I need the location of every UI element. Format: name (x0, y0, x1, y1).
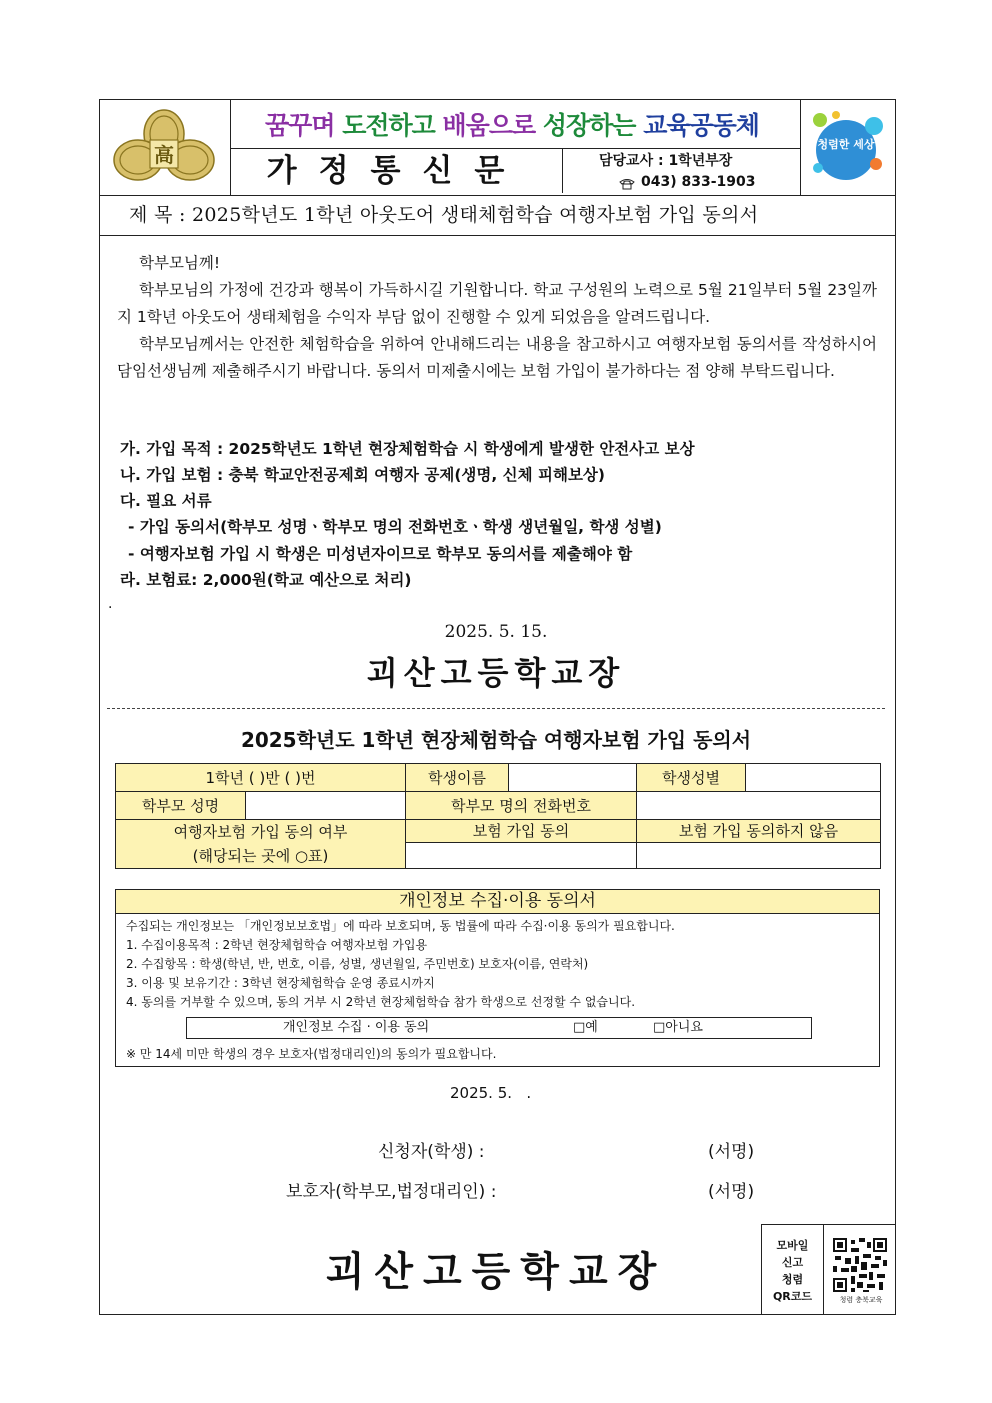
privacy-line-3: 3. 이용 및 보유기간 : 3학년 현장체험학습 운영 종료시까지 (126, 976, 435, 990)
newsletter-title: 가정통신문 (230, 148, 563, 193)
privacy-no-checkbox[interactable]: □아니요 (653, 1020, 703, 1035)
paragraph-1: 학부모님의 가정에 건강과 행복이 가득하시길 기원합니다. 학교 구성원의 노력으로 5월 21일부터 5월 23일까지 1학년 아웃도어 생태체험을 수익자 부담 없이 진행할 수 있게 되었음을 알려드립니다. (117, 281, 877, 326)
teacher-info (563, 148, 801, 193)
item-documents-sub-1: - 가입 동의서(학부모 성명ㆍ학부모 명의 전화번호ㆍ학생 생년월일, 학생 성별) (128, 518, 662, 536)
parent-phone-label: 학부모 명의 전화번호 (406, 792, 637, 820)
integrity-logo-text: 청렴한 세상 (817, 138, 875, 151)
insurance-consent-question: 여행자보험 가입 동의 여부 (173, 823, 348, 841)
privacy-agree-label: 개인정보 수집 · 이용 동의 (283, 1020, 430, 1035)
insurance-consent-note: (해당되는 곳에 ○표) (192, 847, 329, 865)
qr-section (761, 1224, 896, 1315)
disagree-mark-cell[interactable] (637, 842, 881, 868)
slogan-part-3: 배움으로 (442, 111, 536, 140)
applicant-label: 신청자(학생) : (378, 1142, 485, 1162)
qr-caption: 청렴 충북교육 (839, 1296, 883, 1304)
guardian-sign[interactable]: (서명) (708, 1182, 755, 1202)
insurance-consent-label (116, 820, 406, 869)
slogan-part-4: 성장하는 (542, 111, 636, 140)
guardian-label: 보호자(학부모,법정대리인) : (286, 1182, 497, 1202)
privacy-line-0: 수집되는 개인정보는 「개인정보보호법」에 따라 보호되며, 동 법률에 따라 수집·이용 동의가 필요합니다. (126, 919, 675, 933)
item-documents-sub-2: - 여행자보험 가입 시 학생은 미성년자이므로 학부모 동의서를 제출해야 함 (128, 545, 633, 563)
item-documents: 다. 필요 서류 (120, 492, 212, 510)
student-info-table (115, 763, 881, 869)
phone-icon (619, 178, 635, 190)
disagree-label: 보험 가입 동의하지 않음 (637, 820, 881, 843)
school-slogan (232, 104, 792, 148)
greeting: 학부모님께! (139, 254, 221, 272)
stray-dot: . (108, 596, 113, 612)
slogan-part-1: 꿈꾸며 (265, 111, 335, 140)
parent-name-label: 학부모 성명 (116, 792, 246, 820)
privacy-line-1: 1. 수집이용목적 : 2학년 현장체험학습 여행자보험 가입용 (126, 938, 428, 952)
student-gender-input[interactable] (746, 764, 881, 792)
qr-label-line: QR코드 (772, 1290, 813, 1303)
school-emblem-icon (108, 104, 220, 190)
agree-mark-cell[interactable] (406, 842, 637, 868)
svg-text:高: 高 (154, 143, 174, 167)
consent-form-title: 2025학년도 1학년 현장체험학습 여행자보험 가입 동의서 (240, 728, 752, 752)
class-number-field[interactable]: 1학년 ( )반 ( )번 (116, 764, 406, 792)
item-insurance: 나. 가입 보험 : 충북 학교안전공제회 여행자 공제(생명, 신체 피해보상) (120, 466, 605, 484)
principal-name-footer: 괴산고등학교장 (325, 1249, 667, 1295)
letter-date: 2025. 5. 15. (444, 622, 548, 642)
privacy-title: 개인정보 수집·이용 동의서 (116, 890, 879, 914)
document-subject: 제 목 : 2025학년도 1학년 아웃도어 생태체험학습 여행자보험 가입 동의서 (99, 195, 896, 236)
parent-name-input[interactable] (246, 792, 406, 820)
slogan-part-5: 교육공동체 (643, 111, 759, 140)
applicant-sign[interactable]: (서명) (708, 1142, 755, 1162)
student-gender-label: 학생성별 (637, 764, 746, 792)
privacy-agree-row (186, 1017, 812, 1039)
parent-phone-input[interactable] (637, 792, 881, 820)
cut-line (107, 708, 885, 709)
student-name-label: 학생이름 (406, 764, 509, 792)
privacy-line-4: 4. 동의를 거부할 수 있으며, 동의 거부 시 2학년 현장체험학습 참가 학생으로 선정할 수 없습니다. (126, 995, 636, 1009)
application-date: 2025. 5. . (450, 1084, 532, 1102)
privacy-note: ※ 만 14세 미만 학생의 경우 보호자(법정대리인)의 동의가 필요합니다. (126, 1047, 497, 1061)
slogan-part-2: 도전하고 (342, 111, 435, 140)
agree-label: 보험 가입 동의 (406, 820, 637, 843)
student-name-input[interactable] (509, 764, 637, 792)
paragraph-2: 학부모님께서는 안전한 체험학습을 위하여 안내해드리는 내용을 참고하시고 여행자보험 동의서를 작성하시어 담임선생님께 제출해주시기 바랍니다. 동의서 미제출시에는 보험 가입이 불가하다는 점 양해 부탁드립니다. (117, 335, 877, 380)
item-purpose: 가. 가입 목적 : 2025학년도 1학년 현장체험학습 시 학생에게 발생한 안전사고 보상 (120, 440, 695, 458)
qr-code-icon[interactable] (831, 1235, 889, 1295)
teacher-phone: 043) 833-1903 (641, 174, 756, 190)
qr-label (762, 1225, 824, 1314)
qr-label-line: 모바일 (776, 1239, 809, 1252)
qr-label-line: 청렴 (781, 1273, 804, 1286)
item-premium: 라. 보험료: 2,000원(학교 예산으로 처리) (120, 571, 412, 589)
teacher-in-charge: 담당교사 : 1학년부장 (599, 153, 733, 169)
qr-label-line: 신고 (781, 1256, 804, 1269)
integrity-logo-icon (806, 106, 888, 188)
principal-name: 괴산고등학교장 (366, 654, 626, 692)
privacy-line-2: 2. 수집항목 : 학생(학년, 반, 번호, 이름, 성별, 생년월일, 주민번호) 보호자(이름, 연락처) (126, 957, 589, 971)
privacy-consent-box (115, 889, 880, 1067)
privacy-yes-checkbox[interactable]: □예 (573, 1020, 598, 1035)
